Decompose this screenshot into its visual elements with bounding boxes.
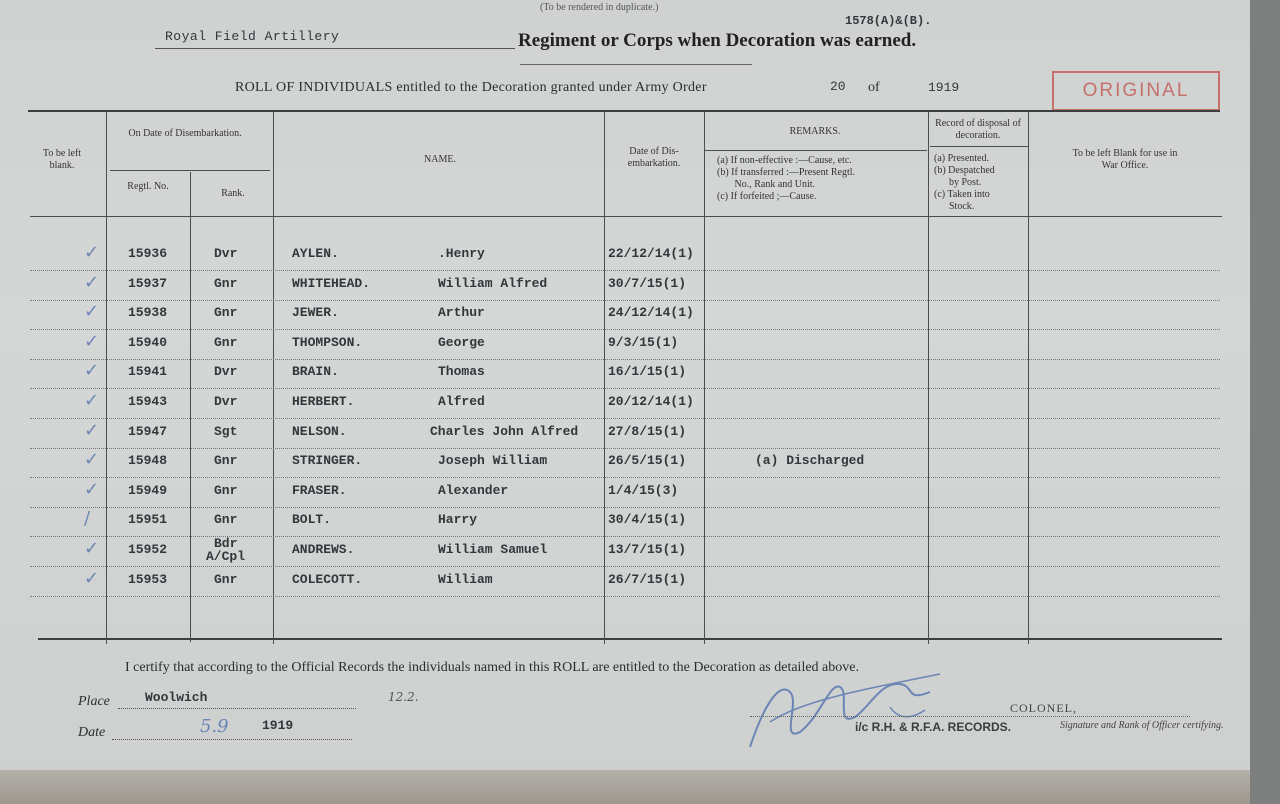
- colonel-stamp: COLONEL,: [1010, 701, 1077, 715]
- surname: NELSON.: [292, 424, 347, 439]
- signature-caption: Signature and Rank of Officer certifying.: [1060, 720, 1224, 731]
- table-row: [30, 329, 1220, 330]
- duplicate-note: (To be rendered in duplicate.): [540, 2, 659, 13]
- army-order-number: 20: [830, 79, 846, 94]
- disembark-date: 26/7/15(1): [608, 572, 687, 587]
- regtl-number: 15948: [128, 453, 168, 468]
- certification-text: I certify that according to the Official Records the individuals named in this ROLL are entitled to the Decoration as detailed above.: [125, 660, 859, 675]
- disposal-note: (a) Presented.: [934, 153, 989, 164]
- surname: STRINGER.: [292, 453, 363, 468]
- header-rank: Rank.: [221, 188, 245, 199]
- remark: (a) Discharged: [755, 453, 865, 468]
- given-names: Alfred: [438, 394, 485, 409]
- disembark-date: 9/3/15(1): [608, 335, 679, 350]
- date-label: Date: [78, 725, 106, 740]
- rank: Gnr: [214, 453, 238, 468]
- surname: ANDREWS.: [292, 542, 355, 557]
- check-mark: ✓: [84, 449, 100, 470]
- col-divider: [273, 112, 274, 644]
- army-order-year: 1919: [928, 80, 960, 95]
- rank: Gnr: [214, 572, 238, 587]
- surname: BRAIN.: [292, 364, 339, 379]
- remarks-note: No., Rank and Unit.: [717, 179, 816, 190]
- rank: Bdr: [214, 536, 238, 551]
- disembark-date: 30/4/15(1): [608, 512, 687, 527]
- surname: HERBERT.: [292, 394, 355, 409]
- officer-signature: [740, 662, 960, 762]
- disposal-note: Stock.: [934, 201, 975, 212]
- col-divider: [604, 112, 605, 644]
- check-mark: ✓: [84, 272, 100, 293]
- table-header-rule: [30, 216, 1222, 217]
- regtl-number: 15952: [128, 542, 168, 557]
- rank: Gnr: [214, 335, 238, 350]
- disembark-date: 13/7/15(1): [608, 542, 687, 557]
- date-line: [112, 739, 352, 740]
- form-heading: Regiment or Corps when Decoration was earned.: [518, 30, 917, 51]
- table-bottom-rule: [38, 638, 1222, 640]
- col-divider: [928, 112, 929, 644]
- rank: Gnr: [214, 512, 238, 527]
- regtl-number: 15940: [128, 335, 168, 350]
- given-names: George: [438, 335, 485, 350]
- check-mark: ✓: [84, 538, 100, 559]
- place-line: [118, 708, 356, 709]
- disembark-date: 22/12/14(1): [608, 246, 694, 261]
- given-names: Alexander: [438, 483, 509, 498]
- surname: FRASER.: [292, 483, 347, 498]
- check-mark: ✓: [84, 360, 100, 381]
- table-row: [30, 566, 1220, 567]
- remarks-note: (c) If forfeited ;—Cause.: [717, 191, 817, 202]
- heading-rule: [520, 64, 752, 65]
- original-stamp: ORIGINAL: [1052, 71, 1220, 111]
- disembark-date: 24/12/14(1): [608, 305, 694, 320]
- date-handwritten: 5.9: [200, 716, 229, 737]
- check-mark: ✓: [84, 479, 100, 500]
- disembark-date: 1/4/15(3): [608, 483, 679, 498]
- table-row: [30, 359, 1220, 360]
- rank: Dvr: [214, 394, 238, 409]
- regtl-number: 15943: [128, 394, 168, 409]
- header-disposal: Record of disposal of decoration.: [935, 118, 1021, 141]
- header-regtl-no: Regtl. No.: [127, 181, 169, 192]
- table-row: [30, 507, 1220, 508]
- check-mark: /: [84, 508, 91, 529]
- check-mark: ✓: [84, 301, 100, 322]
- remarks-note: (b) If transferred :—Present Regtl.: [717, 167, 856, 178]
- regiment-typed: Royal Field Artillery: [165, 29, 340, 44]
- disembark-date: 20/12/14(1): [608, 394, 694, 409]
- place-label: Place: [78, 694, 110, 709]
- date-year: 1919: [262, 718, 294, 733]
- regtl-number: 15951: [128, 512, 168, 527]
- given-names: William Samuel: [438, 542, 548, 557]
- disembark-date: 26/5/15(1): [608, 453, 687, 468]
- disposal-note: (b) Despatched: [934, 165, 995, 176]
- disembark-date: 30/7/15(1): [608, 276, 687, 291]
- records-stamp: i/c R.H. & R.F.A. RECORDS.: [855, 720, 1012, 734]
- table-row: [30, 536, 1220, 537]
- table-row: [30, 418, 1220, 419]
- given-names: Arthur: [438, 305, 485, 320]
- table-row: [30, 270, 1220, 271]
- given-names: Harry: [438, 512, 478, 527]
- regtl-number: 15936: [128, 246, 168, 261]
- check-mark: ✓: [84, 568, 100, 589]
- given-names: .Henry: [438, 246, 485, 261]
- rank: Gnr: [214, 276, 238, 291]
- header-remarks: REMARKS.: [789, 126, 841, 137]
- rank: Sgt: [214, 424, 238, 439]
- given-names: Joseph William: [438, 453, 548, 468]
- rank: Gnr: [214, 483, 238, 498]
- reference-number: 1578(A)&(B).: [845, 14, 932, 28]
- disposal-note: by Post.: [934, 177, 982, 188]
- rank: Gnr: [214, 305, 238, 320]
- check-mark: ✓: [84, 390, 100, 411]
- surname: AYLEN.: [292, 246, 339, 261]
- disposal-note: (c) Taken into: [934, 189, 990, 200]
- col-divider: [106, 112, 107, 644]
- given-names: William Alfred: [438, 276, 548, 291]
- regtl-number: 15947: [128, 424, 168, 439]
- signature-line: [750, 716, 1190, 717]
- remarks-notes: [717, 155, 855, 203]
- disembark-date: 16/1/15(1): [608, 364, 687, 379]
- table-row: [30, 448, 1220, 449]
- header-blank: To be left blank.: [42, 148, 82, 171]
- given-names: Charles John Alfred: [430, 424, 579, 439]
- roll-title: ROLL OF INDIVIDUALS entitled to the Decoration granted under Army Order: [235, 80, 707, 95]
- surname: THOMPSON.: [292, 335, 363, 350]
- of-word: of: [868, 80, 880, 95]
- rank-acting: A/Cpl: [206, 549, 246, 564]
- table-top-rule: [28, 110, 1220, 112]
- regtl-number: 15949: [128, 483, 168, 498]
- check-mark: ✓: [84, 242, 100, 263]
- rank: Dvr: [214, 246, 238, 261]
- rank: Dvr: [214, 364, 238, 379]
- place-note: 12.2.: [388, 690, 419, 704]
- remarks-note: (a) If non-effective :—Cause, etc.: [717, 155, 852, 166]
- table-row: [30, 388, 1220, 389]
- given-names: Thomas: [438, 364, 485, 379]
- regtl-number: 15938: [128, 305, 168, 320]
- surname: JEWER.: [292, 305, 339, 320]
- place-value: Woolwich: [145, 690, 208, 705]
- disembark-group-rule: [110, 170, 270, 171]
- col-divider: [190, 172, 191, 642]
- col-divider: [704, 112, 705, 644]
- table-row: [30, 300, 1220, 301]
- table-row: [30, 477, 1220, 478]
- regiment-underline: [155, 48, 515, 49]
- disposal-rule: [930, 146, 1028, 147]
- header-date: Date of Dis-embarkation.: [627, 146, 681, 169]
- regtl-number: 15937: [128, 276, 168, 291]
- check-mark: ✓: [84, 420, 100, 441]
- given-names: William: [438, 572, 493, 587]
- surname: BOLT.: [292, 512, 332, 527]
- regtl-number: 15953: [128, 572, 168, 587]
- surname: COLECOTT.: [292, 572, 363, 587]
- header-disembark-group: On Date of Disembarkation.: [128, 128, 242, 139]
- disembark-date: 27/8/15(1): [608, 424, 687, 439]
- col-divider: [1028, 112, 1029, 644]
- disposal-notes: [934, 153, 1026, 213]
- header-name: NAME.: [424, 154, 456, 165]
- regtl-number: 15941: [128, 364, 168, 379]
- table-row: [30, 596, 1220, 597]
- header-war-office: To be left Blank for use in War Office.: [1072, 148, 1178, 171]
- check-mark: ✓: [84, 331, 100, 352]
- remarks-rule: [705, 150, 927, 151]
- surname: WHITEHEAD.: [292, 276, 371, 291]
